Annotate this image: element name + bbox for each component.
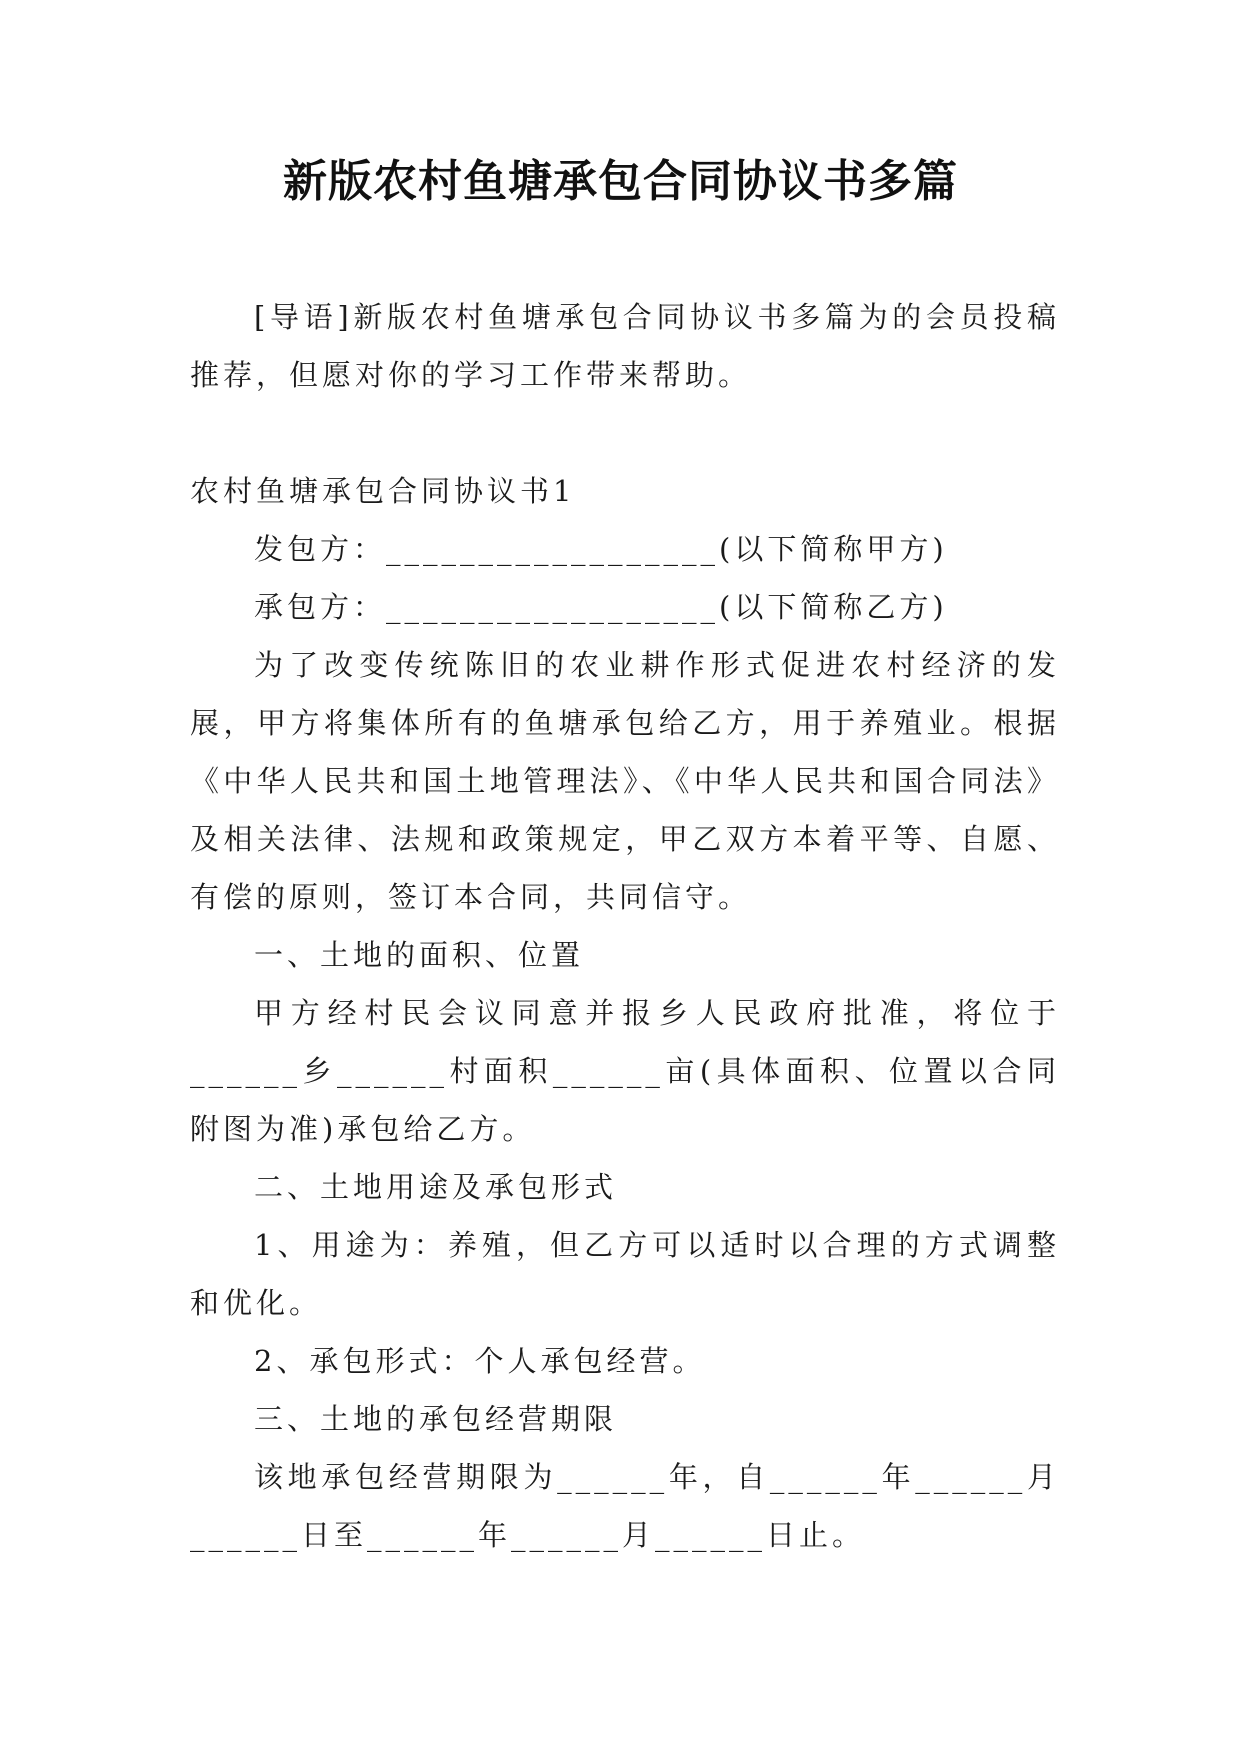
contract-preamble: 为了改变传统陈旧的农业耕作形式促进农村经济的发展，甲方将集体所有的鱼塘承包给乙方，用于养殖业。根据《中华人民共和国土地管理法》、《中华人民共和国合同法》及相关法律、法规和政策规定，甲乙双方本着平等、自愿、有偿的原则，签订本合同，共同信守。 xyxy=(190,648,1060,914)
document-title: 新版农村鱼塘承包合同协议书多篇 xyxy=(283,156,958,207)
clause-3-text: 该地承包经营期限为______年，自______年______月______日至______年______月______日止。 xyxy=(190,1460,1060,1552)
contract-party-contractor: 承包方：__________________(以下简称乙方) xyxy=(254,590,948,624)
clause-1-text: 甲方经村民会议同意并报乡人民政府批准，将位于______乡______村面积______亩(具体面积、位置以合同附图为准)承包给乙方。 xyxy=(190,996,1060,1146)
clause-heading-2: 二、土地用途及承包形式 xyxy=(254,1170,618,1204)
paragraph-gap xyxy=(190,404,1060,462)
clause-2-item-2: 2、承包形式：个人承包经营。 xyxy=(254,1344,706,1378)
clause-2-item-1: 1、用途为：养殖，但乙方可以适时以合理的方式调整和优化。 xyxy=(190,1228,1060,1320)
clause-heading-3: 三、土地的承包经营期限 xyxy=(254,1402,618,1436)
section-heading: 农村鱼塘承包合同协议书1 xyxy=(190,474,576,508)
clause-heading-1: 一、土地的面积、位置 xyxy=(254,938,585,972)
contract-party-issuer: 发包方：__________________(以下简称甲方) xyxy=(254,532,948,566)
intro-paragraph: [导语]新版农村鱼塘承包合同协议书多篇为的会员投稿推荐，但愿对你的学习工作带来帮助。 xyxy=(190,300,1060,392)
document-body xyxy=(190,288,1060,1564)
